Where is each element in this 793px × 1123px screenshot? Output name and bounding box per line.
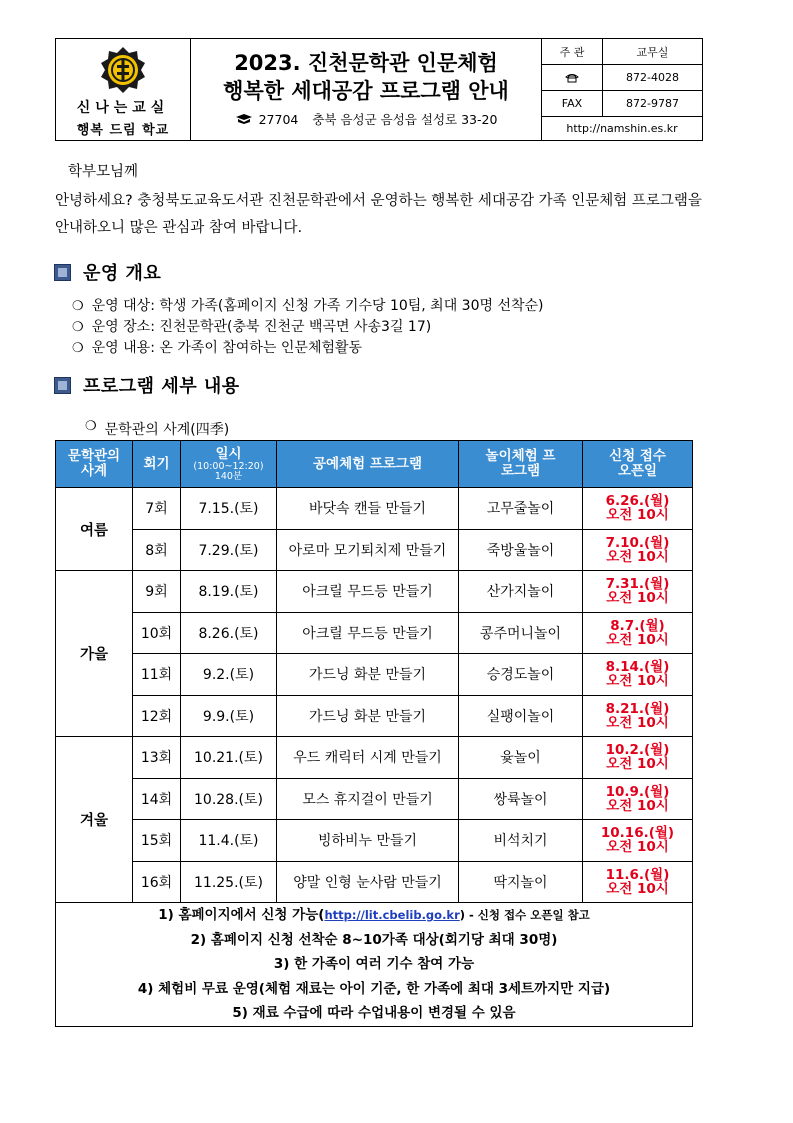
date-cell: 9.9.(토) xyxy=(181,695,277,737)
header-season: 문학관의 사계 xyxy=(56,441,133,488)
table-row xyxy=(56,820,693,862)
logo-school-motto: 행복 드림 학교 xyxy=(76,123,170,138)
round-cell: 8회 xyxy=(133,529,181,571)
open-cell: 8.14.(월) 오전 10시 xyxy=(583,654,693,696)
phone-label xyxy=(542,65,603,90)
list-item: ❍ 운영 장소: 진천문학관(충북 진천군 백곡면 사송3길 17) xyxy=(72,317,544,338)
season-cell: 겨울 xyxy=(56,737,133,903)
table-row xyxy=(56,488,693,530)
round-cell: 7회 xyxy=(133,488,181,530)
open-cell: 10.9.(월) 오전 10시 xyxy=(583,778,693,820)
table-header-row xyxy=(56,441,693,488)
schedule-table xyxy=(55,440,693,1027)
table-row xyxy=(56,737,693,779)
section-details-title: 프로그램 세부 내용 xyxy=(83,376,240,397)
play-cell: 고무줄놀이 xyxy=(459,488,583,530)
note-item: 4) 체험비 무료 운영(체험 재료는 아이 기준, 한 가족에 최대 3세트까지만 지급) xyxy=(137,980,611,997)
open-cell: 11.6.(월) 오전 10시 xyxy=(583,861,693,903)
open-cell: 10.16.(월) 오전 10시 xyxy=(583,820,693,862)
school-url[interactable]: http://namshin.es.kr xyxy=(566,122,678,135)
round-cell: 9회 xyxy=(133,571,181,613)
program-cell: 아크릴 무드등 만들기 xyxy=(277,571,459,613)
note-item: 5) 재료 수급에 따라 수업내용이 변경될 수 있음 xyxy=(232,1005,516,1021)
section-marker-icon xyxy=(54,377,71,394)
program-cell: 모스 휴지걸이 만들기 xyxy=(277,778,459,820)
dept-row xyxy=(542,39,702,65)
date-cell: 8.26.(토) xyxy=(181,612,277,654)
date-cell: 10.21.(토) xyxy=(181,737,277,779)
program-cell: 바닷속 캔들 만들기 xyxy=(277,488,459,530)
play-cell: 콩주머니놀이 xyxy=(459,612,583,654)
program-cell: 가드닝 화분 만들기 xyxy=(277,654,459,696)
list-item: ❍ 운영 내용: 온 가족이 참여하는 인문체험활동 xyxy=(72,338,544,359)
open-cell: 10.2.(월) 오전 10시 xyxy=(583,737,693,779)
program-cell: 빙하비누 만들기 xyxy=(277,820,459,862)
school-address xyxy=(235,110,498,128)
date-cell: 10.28.(토) xyxy=(181,778,277,820)
round-cell: 14회 xyxy=(133,778,181,820)
date-cell: 9.2.(토) xyxy=(181,654,277,696)
title-cell xyxy=(191,39,542,140)
logo-slogan: 신나는교실 xyxy=(76,100,170,116)
letterhead xyxy=(55,38,703,141)
contact-info xyxy=(542,39,702,140)
play-cell: 산가지놀이 xyxy=(459,571,583,613)
school-logo-cell xyxy=(56,39,191,140)
program-cell: 아로마 모기퇴치제 만들기 xyxy=(277,529,459,571)
notes-cell xyxy=(56,903,693,1027)
circle-bullet-icon: ❍ xyxy=(72,299,84,314)
phone-icon xyxy=(565,73,579,83)
play-cell: 윷놀이 xyxy=(459,737,583,779)
play-cell: 실팽이놀이 xyxy=(459,695,583,737)
mail-icon xyxy=(235,113,253,125)
round-cell: 13회 xyxy=(133,737,181,779)
play-cell: 딱지놀이 xyxy=(459,861,583,903)
phone-row xyxy=(542,65,702,91)
header-open: 신청 접수 오픈일 xyxy=(583,441,693,488)
header-play: 놀이체험 프로그램 xyxy=(459,441,583,488)
note-item: 1) 홈페이지에서 신청 가능(http://lit.cbelib.go.kr) - 신청 접수 오픈일 참고 xyxy=(158,907,590,923)
fax-value: 872-9787 xyxy=(626,97,679,110)
notes-row xyxy=(56,903,693,1027)
header-round: 회기 xyxy=(133,441,181,488)
section-overview-heading xyxy=(54,259,161,285)
overview-list xyxy=(72,296,544,359)
date-cell: 7.15.(토) xyxy=(181,488,277,530)
table-row xyxy=(56,695,693,737)
program-cell: 아크릴 무드등 만들기 xyxy=(277,612,459,654)
program-cell: 가드닝 화분 만들기 xyxy=(277,695,459,737)
program-cell: 양말 인형 눈사람 만들기 xyxy=(277,861,459,903)
table-row xyxy=(56,654,693,696)
round-cell: 12회 xyxy=(133,695,181,737)
date-cell: 11.25.(토) xyxy=(181,861,277,903)
date-cell: 8.19.(토) xyxy=(181,571,277,613)
fax-label: FAX xyxy=(542,91,603,116)
date-cell: 7.29.(토) xyxy=(181,529,277,571)
section-marker-icon xyxy=(54,264,71,281)
play-cell: 승경도놀이 xyxy=(459,654,583,696)
postcode: 27704 xyxy=(258,111,299,127)
table-row xyxy=(56,571,693,613)
table-row xyxy=(56,529,693,571)
open-cell: 8.21.(월) 오전 10시 xyxy=(583,695,693,737)
round-cell: 11회 xyxy=(133,654,181,696)
play-cell: 쌍륙놀이 xyxy=(459,778,583,820)
note-item: 2) 홈페이지 신청 선착순 8~10가족 대상(회기당 최대 30명) xyxy=(190,931,558,948)
school-emblem-icon xyxy=(98,45,148,95)
address-text: 충북 음성군 음성읍 설성로 33-20 xyxy=(312,112,498,127)
open-cell: 7.10.(월) 오전 10시 xyxy=(583,529,693,571)
note-item: 3) 한 가족이 여러 기수 참여 가능 xyxy=(273,956,475,972)
phone-value: 872-4028 xyxy=(626,71,679,84)
table-row xyxy=(56,778,693,820)
document-title-line2: 행복한 세대공감 프로그램 안내 xyxy=(223,79,509,103)
fax-row xyxy=(542,91,702,117)
circle-bullet-icon: ❍ xyxy=(85,419,97,434)
open-cell: 7.31.(월) 오전 10시 xyxy=(583,571,693,613)
library-link[interactable]: http://lit.cbelib.go.kr xyxy=(324,908,460,922)
dept-label: 주 관 xyxy=(542,39,603,64)
table-row xyxy=(56,612,693,654)
header-program: 공예체험 프로그램 xyxy=(277,441,459,488)
table-subtitle: ❍ 문학관의 사계(四季) xyxy=(85,419,230,438)
circle-bullet-icon: ❍ xyxy=(72,320,84,335)
play-cell: 비석치기 xyxy=(459,820,583,862)
play-cell: 죽방울놀이 xyxy=(459,529,583,571)
header-date: 일시 (10:00~12:20) 140분 xyxy=(181,441,277,488)
circle-bullet-icon: ❍ xyxy=(72,341,84,356)
season-cell: 여름 xyxy=(56,488,133,571)
round-cell: 10회 xyxy=(133,612,181,654)
round-cell: 16회 xyxy=(133,861,181,903)
greeting: 학부모님께 xyxy=(68,164,139,180)
url-row xyxy=(542,117,702,140)
table-row xyxy=(56,861,693,903)
intro-paragraph: 안녕하세요? 충청북도교육도서관 진천문학관에서 운영하는 행복한 세대공감 가족 인문체험 프로그램을 안내하오니 많은 관심과 참여 바랍니다. xyxy=(55,193,702,236)
program-cell: 우드 캐릭터 시계 만들기 xyxy=(277,737,459,779)
season-cell: 가을 xyxy=(56,571,133,737)
round-cell: 15회 xyxy=(133,820,181,862)
list-item: ❍ 운영 대상: 학생 가족(홈페이지 신청 가족 기수당 10팀, 최대 30명 선착순) xyxy=(72,296,544,317)
date-cell: 11.4.(토) xyxy=(181,820,277,862)
document-title-line1: 2023. 진천문학관 인문체험 xyxy=(234,51,498,75)
open-cell: 6.26.(월) 오전 10시 xyxy=(583,488,693,530)
open-cell: 8.7.(월) 오전 10시 xyxy=(583,612,693,654)
dept-value: 교무실 xyxy=(636,45,669,59)
section-overview-title: 운영 개요 xyxy=(83,263,162,284)
section-details-heading xyxy=(54,372,240,398)
